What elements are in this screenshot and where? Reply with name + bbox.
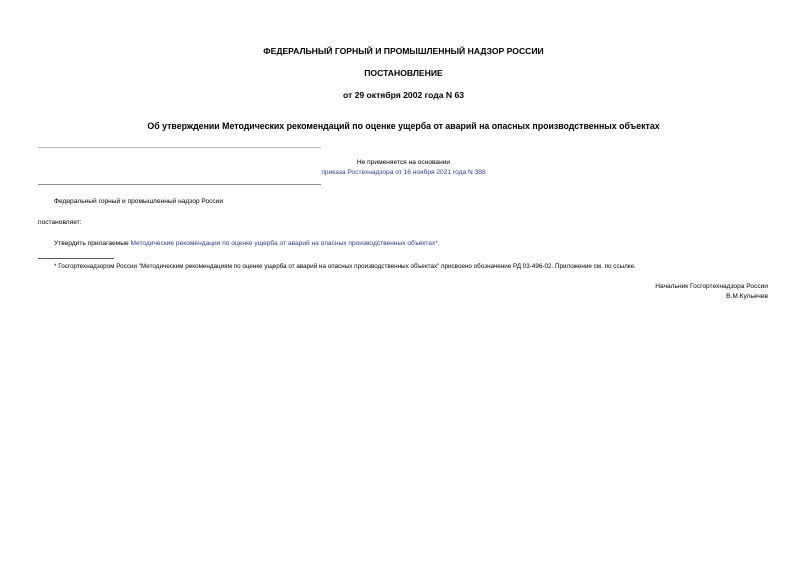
document-title: Об утверждении Методических рекомендаций по оценке ущерба от аварий на опасных производственных объектах (147, 121, 660, 131)
status-notice-link[interactable]: приказа Ростехнадзора от 16 ноября 2021 года N 388 (321, 169, 486, 176)
resolves-paragraph: постановляет: (38, 219, 82, 226)
signatory-position: Начальник Госгортехнадзора России (655, 283, 768, 290)
approve-prefix: Утвердить прилагаемые (54, 240, 131, 247)
approve-paragraph (54, 239, 440, 248)
intro-paragraph: Федеральный горный и промышленный надзор России (54, 198, 224, 205)
document-type: ПОСТАНОВЛЕНИЕ (364, 68, 443, 78)
status-bottom-divider (38, 184, 321, 185)
status-notice-link-line (0, 168, 807, 177)
agency-heading: ФЕДЕРАЛЬНЫЙ ГОРНЫЙ И ПРОМЫШЛЕННЫЙ НАДЗОР РОССИИ (263, 46, 544, 56)
methodical-recommendations-link[interactable]: Методические рекомендации по оценке ущерба от аварий на опасных производственных объектах* (130, 240, 438, 247)
document-date: от 29 октября 2002 года N 63 (342, 90, 465, 100)
status-top-divider (38, 147, 321, 148)
footnote-divider (38, 258, 114, 259)
footnote-text: * Госгортехнадзором России "Методическим рекомендациям по оценке ущерба от аварий на опасных производственных объектах" присвоено обозначение РД 03-496-02. Приложение см. по ссылке. (54, 263, 636, 270)
status-notice-text: Не применяется на основании (356, 159, 451, 166)
approve-suffix: . (437, 240, 440, 247)
signatory-name: В.М.Кульечев (726, 293, 768, 300)
